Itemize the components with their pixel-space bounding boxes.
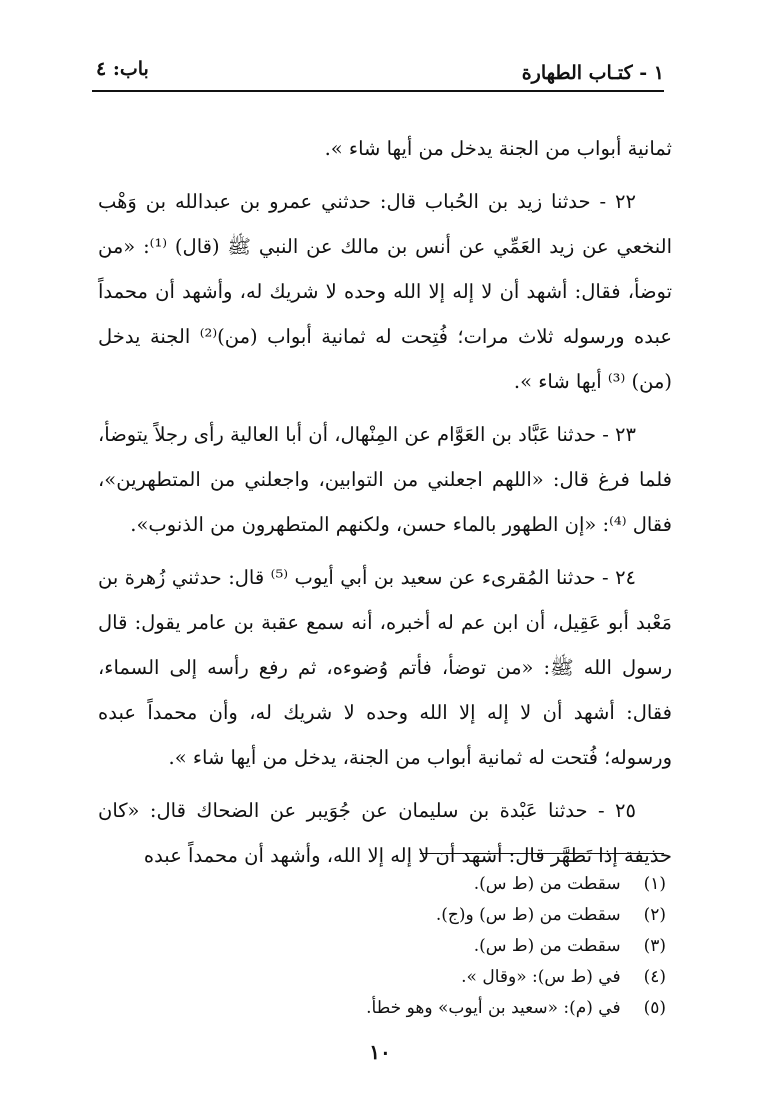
footnote-number: (٤)	[643, 967, 666, 987]
footnote-item	[250, 962, 666, 993]
footnote-text: سقطت من (ط س).	[473, 874, 621, 894]
paragraph-hadith-22: ٢٢ - حدثنا زيد بن الحُباب قال: حدثني عمرو بن عبدالله بن وَهْب النخعي عن زيد العَمِّي عن أنس بن مالك عن النبي ﷺ (قال) ⁽¹⁾: «من توضأ، فقال: أشهد أن لا إله إلا الله وحده لا شريك له، وأشهد أن محمداً عبده ورسوله ثلاث مرات؛ فُتِحت له ثمانية أبواب (من)⁽²⁾ الجنة يدخل (من) ⁽³⁾ أيها شاء ».	[98, 190, 673, 393]
footnote-item	[250, 869, 666, 900]
footnote-item	[250, 993, 666, 1024]
footnote-text: في (م): «سعيد بن أيوب» وهو خطأ.	[366, 998, 621, 1018]
paragraph-hadith-23: ٢٣ - حدثنا عَبَّاد بن العَوَّام عن المِنْهال، أن أبا العالية رأى رجلاً يتوضأ، فلما فرغ قال: «اللهم اجعلني من التوابين، واجعلني من المتطهرين»، فقال ⁽⁴⁾: «إن الطهور بالماء حسن، ولكنهم المتطهرون من الذنوب».	[98, 423, 672, 536]
footnote-text: سقطت من (ط س) و(ج).	[435, 905, 621, 925]
paragraph-continuation: ثمانية أبواب من الجنة يدخل من أيها شاء ».	[324, 137, 672, 160]
footnote-text: في (ط س): «وقال ».	[461, 967, 621, 987]
page-number: ١٠	[369, 1040, 391, 1064]
footnote-divider	[420, 853, 664, 854]
footnote-item	[250, 900, 666, 931]
main-text	[98, 126, 672, 878]
chapter-title: ١ - كتـاب الطهارة	[521, 62, 664, 84]
footnote-number: (٣)	[643, 936, 666, 956]
paragraph-hadith-25: ٢٥ - حدثنا عَبْدة بن سليمان عن جُوَيبر عن الضحاك قال: «كان حذيفة إذا تَطهَّر قال: أشهد أن لا إله إلا الله، وأشهد أن محمداً عبده	[98, 799, 672, 867]
footnotes	[250, 869, 666, 1024]
footnote-text: سقطت من (ط س).	[473, 936, 621, 956]
footnote-number: (٢)	[643, 905, 666, 925]
section-label: باب: ٤	[96, 58, 149, 80]
running-header	[92, 58, 664, 92]
footnote-number: (١)	[643, 874, 666, 894]
footnote-item	[250, 931, 666, 962]
footnote-number: (٥)	[643, 998, 666, 1018]
paragraph-hadith-24: ٢٤ - حدثنا المُقرىء عن سعيد بن أبي أيوب ⁽⁵⁾ قال: حدثني زُهرة بن مَعْبد أبو عَقِيل، أن ابن عم له أخبره، أنه سمع عقبة بن عامر يقول: قال رسول الله ﷺ: «من توضأ، فأتم وُضوءه، ثم رفع رأسه إلى السماء، فقال: أشهد أن لا إله إلا الله وحده لا شريك له، وأن محمداً عبده ورسوله؛ فُتحت له ثمانية أبواب من الجنة، يدخل من أيها شاء ».	[98, 566, 672, 769]
